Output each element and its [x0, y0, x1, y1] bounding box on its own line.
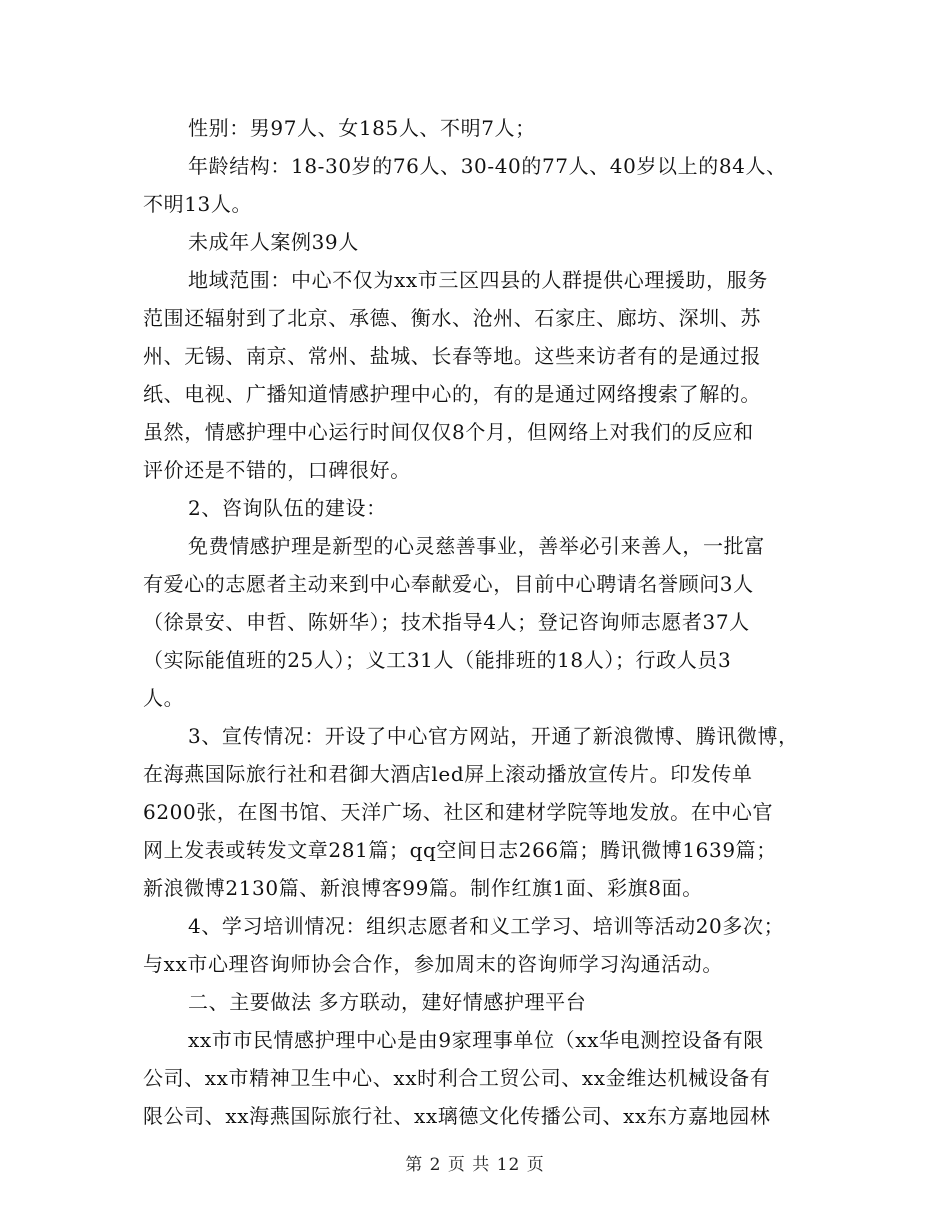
text-line: 州、无锡、南京、常州、盐城、长春等地。这些来访者有的是通过报: [143, 344, 761, 368]
text-line: 地域范围：中心不仅为xx市三区四县的人群提供心理援助，服务: [188, 268, 768, 292]
page-number-footer: 第 2 页 共 12 页: [405, 1155, 545, 1175]
text-line: 6200张，在图书馆、天洋广场、社区和建材学院等地发放。在中心官: [143, 800, 774, 824]
text-line: 网上发表或转发文章281篇；qq空间日志266篇；腾讯微博1639篇；: [143, 838, 777, 862]
text-line: （徐景安、申哲、陈妍华）；技术指导4人；登记咨询师志愿者37人: [143, 610, 750, 634]
text-line: 虽然，情感护理中心运行时间仅仅8个月，但网络上对我们的反应和: [143, 420, 754, 444]
text-line: 不明13人。: [143, 192, 253, 216]
text-line: 3、宣传情况：开设了中心官方网站，开通了新浪微博、腾讯微博，: [188, 724, 799, 748]
text-line: 限公司、xx海燕国际旅行社、xx璃德文化传播公司、xx东方嘉地园林: [143, 1104, 771, 1128]
text-line: 性别：男97人、女185人、不明7人；: [188, 116, 536, 140]
text-line: 年龄结构：18-30岁的76人、30-40的77人、40岁以上的84人、: [188, 154, 787, 178]
section-heading: 2、咨询队伍的建设：: [188, 496, 387, 520]
text-line: 新浪微博2130篇、新浪博客99篇。制作红旗1面、彩旗8面。: [143, 876, 703, 900]
text-line: （实际能值班的25人）；义工31人（能排班的18人）；行政人员3: [143, 648, 732, 672]
text-line: 评价还是不错的，口碑很好。: [143, 458, 411, 482]
text-line: 公司、xx市精神卫生中心、xx时利合工贸公司、xx金维达机械设备有: [143, 1066, 771, 1090]
text-line: xx市市民情感护理中心是由9家理事单位（xx华电测控设备有限: [188, 1028, 764, 1052]
text-line: 免费情感护理是新型的心灵慈善事业，善举必引来善人，一批富: [188, 534, 765, 558]
section-heading: 二、主要做法 多方联动，建好情感护理平台: [188, 990, 587, 1014]
text-line: 纸、电视、广播知道情感护理中心的，有的是通过网络搜索了解的。: [143, 382, 761, 406]
text-line: 范围还辐射到了北京、承德、衡水、沧州、石家庄、廊坊、深圳、苏: [143, 306, 761, 330]
text-line: 在海燕国际旅行社和君御大酒店led屏上滚动播放宣传片。印发传单: [143, 762, 753, 786]
text-line: 4、学习培训情况：组织志愿者和义工学习、培训等活动20多次；: [188, 914, 785, 938]
text-line: 人。: [143, 686, 185, 710]
text-line: 有爱心的志愿者主动来到中心奉献爱心，目前中心聘请名誉顾问3人: [143, 572, 754, 596]
text-line: 与xx市心理咨询师协会合作，参加周末的咨询师学习沟通活动。: [143, 952, 723, 976]
text-line: 未成年人案例39人: [188, 230, 359, 254]
